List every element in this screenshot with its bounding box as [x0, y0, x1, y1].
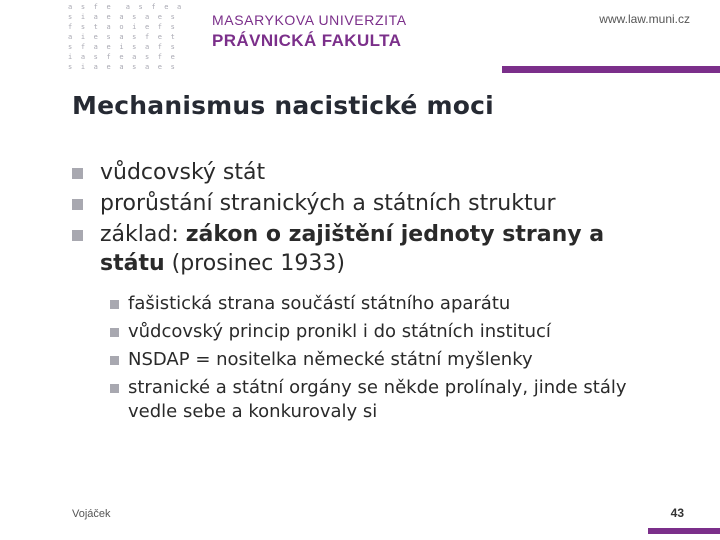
sub-bullet-text: vůdcovský princip pronikl i do státních institucí [128, 321, 551, 342]
bullet-suffix: (prosinec 1933) [164, 251, 345, 276]
square-bullet-icon [72, 168, 83, 179]
university-name: MASARYKOVA UNIVERZITA [212, 12, 407, 28]
bullet-emphasis: zákon o zajištění jednoty strany a státu [100, 222, 605, 276]
bullet-text: prorůstání stranických a státních struktur [100, 191, 556, 216]
website-url: www.law.muni.cz [599, 12, 690, 26]
faculty-name: PRÁVNICKÁ FAKULTA [212, 31, 402, 50]
bullet-item [72, 189, 672, 218]
square-bullet-icon [110, 300, 119, 309]
square-bullet-icon [110, 356, 119, 365]
author-name: Vojáček [72, 508, 111, 520]
university-logo-pattern: a s f e a s f e a s i a e a s a e s f s t a o i e f s a i e s a s f e t s f a e i s a f s i a s f e a s f e s i a e a s a e s [68, 3, 184, 71]
sub-bullet-text: fašistická strana součástí státního aparátu [128, 293, 511, 314]
slide-title: Mechanismus nacistické moci [72, 91, 494, 120]
page-number: 43 [670, 506, 684, 520]
sub-bullet-item [110, 376, 672, 424]
bullet-prefix: základ: [100, 222, 186, 247]
footer-accent-bar [648, 528, 720, 534]
sub-bullet-text: NSDAP = nositelka německé státní myšlenky [128, 349, 533, 370]
slide-content [72, 158, 672, 428]
bullet-item [72, 220, 672, 278]
square-bullet-icon [72, 230, 83, 241]
bullet-text: vůdcovský stát [100, 160, 266, 185]
square-bullet-icon [110, 384, 119, 393]
square-bullet-icon [110, 328, 119, 337]
sub-bullet-item [110, 292, 672, 316]
square-bullet-icon [72, 199, 83, 210]
sub-bullet-list [72, 292, 672, 424]
sub-bullet-item [110, 320, 672, 344]
bullet-item [72, 158, 672, 187]
sub-bullet-item [110, 348, 672, 372]
header-accent-bar [502, 66, 720, 73]
sub-bullet-text: stranické a státní orgány se někde prolínaly, jinde stály vedle sebe a konkurovaly si [128, 377, 627, 422]
